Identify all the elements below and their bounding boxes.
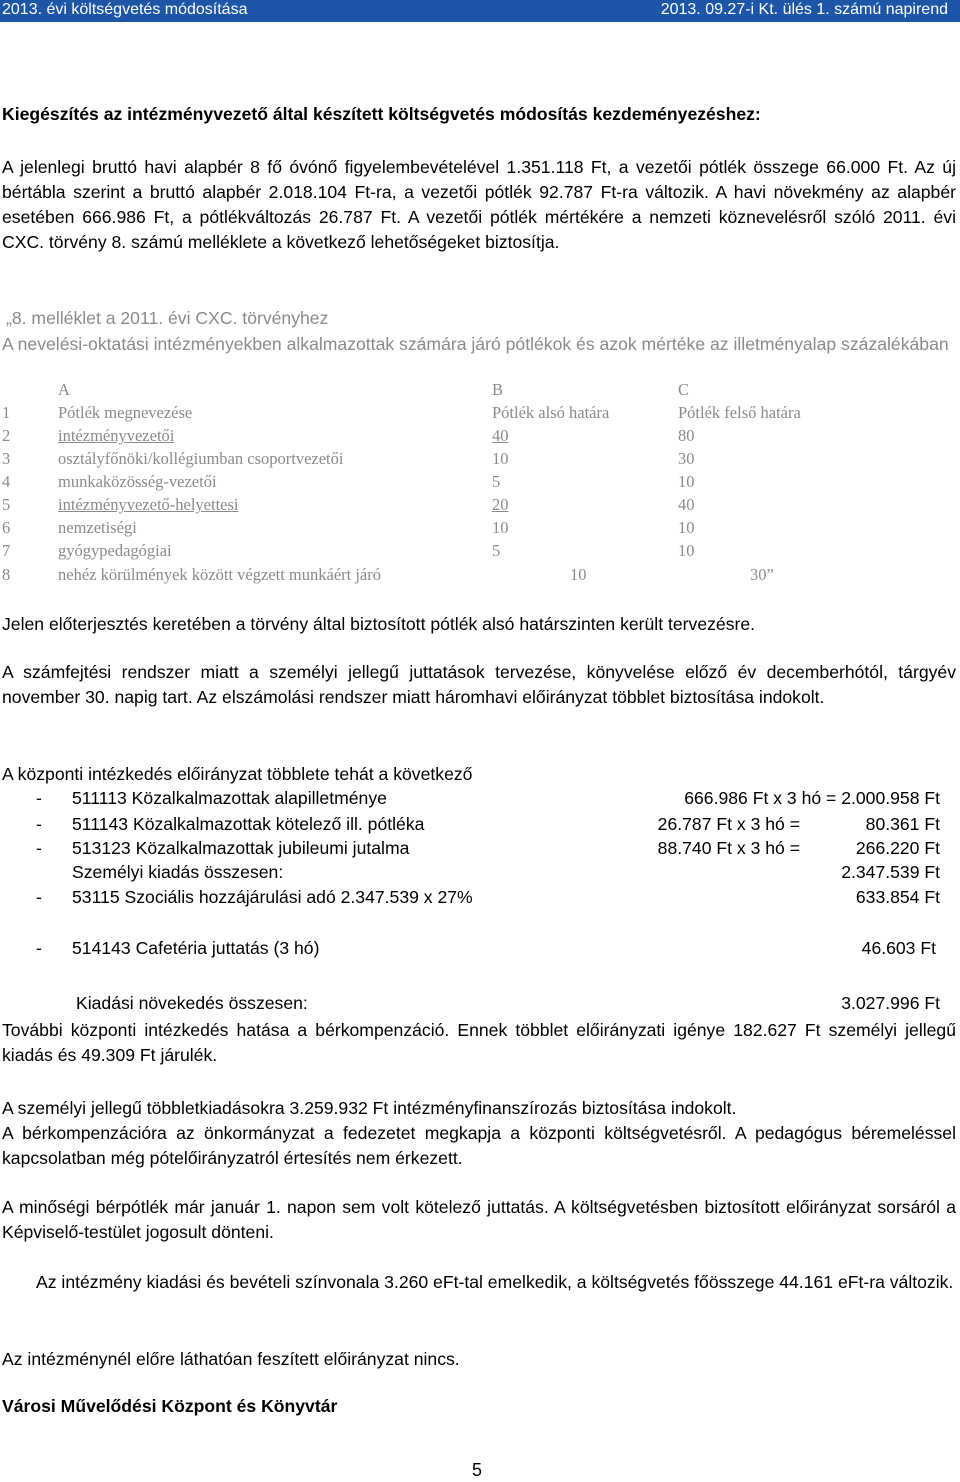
document-header-bar xyxy=(0,0,960,22)
ledger-row xyxy=(0,938,960,963)
financing-paragraph: A személyi jellegű többletkiadásokra 3.259.932 Ft intézményfinanszírozás biztosítása indokolt. xyxy=(2,1098,737,1118)
allowance-high: 10 xyxy=(678,541,695,560)
allowance-name: gyógypedagógiai xyxy=(58,541,172,560)
ledger-description: 53115 Szociális hozzájárulási adó 2.347.539 x 27% xyxy=(72,887,473,907)
ledger-row xyxy=(0,814,960,839)
row-number: 1 xyxy=(2,403,11,422)
header-right-title: 2013. 09.27-i Kt. ülés 1. számú napirend xyxy=(660,1,948,18)
ledger-amount: 46.603 Ft xyxy=(861,938,936,958)
table-row xyxy=(0,426,960,448)
ledger-description: 511113 Közalkalmazottak alapilletménye xyxy=(72,788,387,808)
allowance-low: 20 xyxy=(492,495,509,514)
intro-paragraph: A jelenlegi bruttó havi alapbér 8 fő óvónő figyelembevételével 1.351.118 Ft, a vezetői pótlék összege 66.000 Ft. Az új bértábla szerint a bruttó alapbér 2.018.104 Ft-ra, a vezetői pótlék 92.787 Ft-ra változik. A havi növekmény az alapbér esetében 666.986 Ft, a pótlékváltozás 26.787 Ft. A vezetői pótlék mértékére a nemzeti köznevelésről szóló 2011. évi CXC. törvény 8. számú melléklete a következő lehetőségeket biztosítja. xyxy=(2,157,956,252)
row-number: 8 xyxy=(2,565,11,584)
allowance-name: nemzetiségi xyxy=(58,518,137,537)
ledger-amount: 3.027.996 Ft xyxy=(841,993,940,1013)
compensation-paragraph: További központi intézkedés hatása a bérkompenzáció. Ennek többlet előirányzati igénye 182.627 Ft személyi jellegű kiadás és 49.309 Ft járulék. xyxy=(2,1020,956,1065)
ledger-intro: A központi intézkedés előirányzat többlete tehát a következő xyxy=(2,764,473,784)
ledger-dash: - xyxy=(36,887,42,907)
annex-title: „8. melléklet a 2011. évi CXC. törvényhez xyxy=(6,308,329,328)
quality-bonus-paragraph: A minőségi bérpótlék már január 1. napon sem volt kötelező juttatás. A költségvetésben biztosított előirányzat sorsáról a Képviselő-testület jogosult dönteni. xyxy=(2,1197,956,1242)
row-number: 2 xyxy=(2,426,11,445)
ledger-amount: 2.347.539 Ft xyxy=(841,862,940,882)
column-c-label: C xyxy=(678,380,690,399)
ledger-calculation: 88.740 Ft x 3 hó = xyxy=(657,838,800,858)
table-row xyxy=(0,541,960,563)
table-row xyxy=(0,472,960,494)
allowance-high: Pótlék felső határa xyxy=(678,403,801,422)
ledger-description: 514143 Cafetéria juttatás (3 hó) xyxy=(72,938,320,958)
budget-level-paragraph: Az intézmény kiadási és bevételi színvonala 3.260 eFt-tal emelkedik, a költségvetés főösszege 44.161 eFt-ra változik. xyxy=(36,1272,954,1292)
section-heading: Kiegészítés az intézményvezető által készített költségvetés módosítás kezdeményezéshez: xyxy=(2,104,761,124)
ledger-dash: - xyxy=(36,788,42,808)
allowance-low: 10 xyxy=(492,518,509,537)
allowance-high: 30” xyxy=(750,565,774,584)
allowance-high: 40 xyxy=(678,495,695,514)
allowance-low: Pótlék alsó határa xyxy=(492,403,610,422)
allowance-low: 10 xyxy=(492,449,509,468)
row-number: 6 xyxy=(2,518,11,537)
table-header-row xyxy=(0,380,960,402)
ledger-dash: - xyxy=(36,938,42,958)
row-number: 3 xyxy=(2,449,11,468)
wage-compensation-paragraph: A bérkompenzációra az önkormányzat a fedezetet megkapja a központi költségvetésről. A pedagógus béremeléssel kapcsolatban még pótelőirányzatról értesítés nem érkezett. xyxy=(2,1123,956,1168)
ledger-description: 513123 Közalkalmazottak jubileumi jutalma xyxy=(72,838,410,858)
ledger-dash: - xyxy=(36,814,42,834)
allowance-high: 80 xyxy=(678,426,695,445)
ledger-description: Személyi kiadás összesen: xyxy=(72,862,284,882)
ledger-row xyxy=(0,838,960,863)
ledger-amount: 633.854 Ft xyxy=(855,887,940,907)
page-number: 5 xyxy=(472,1460,483,1480)
allowance-low: 10 xyxy=(570,565,587,584)
header-left-title: 2013. évi költségvetés módosítása xyxy=(2,1,248,18)
institution-title: Városi Művelődési Központ és Könyvtár xyxy=(2,1396,338,1416)
allowance-name: intézményvezetői xyxy=(58,426,175,445)
row-number: 7 xyxy=(2,541,11,560)
no-tight-allocation-paragraph: Az intézménynél előre láthatóan feszített előirányzat nincs. xyxy=(2,1349,460,1369)
column-b-label: B xyxy=(492,380,504,399)
ledger-row xyxy=(0,887,960,912)
ledger-total-row xyxy=(0,993,960,1018)
allowance-high: 10 xyxy=(678,518,695,537)
ledger-calculation: 26.787 Ft x 3 hó = xyxy=(657,814,800,834)
ledger-row xyxy=(0,788,960,813)
table-row xyxy=(0,565,960,587)
allowance-low: 5 xyxy=(492,472,501,491)
allowance-name: osztályfőnöki/kollégiumban csoportvezetői xyxy=(58,449,344,468)
ledger-amount: 666.986 Ft x 3 hó = 2.000.958 Ft xyxy=(684,788,940,808)
table-row xyxy=(0,449,960,471)
column-a-label: A xyxy=(58,380,70,399)
table-row xyxy=(0,495,960,517)
ledger-description: 511143 Közalkalmazottak kötelező ill. pótléka xyxy=(72,814,425,834)
table-row xyxy=(0,518,960,540)
ledger-dash: - xyxy=(36,838,42,858)
allowance-low: 5 xyxy=(492,541,501,560)
allowance-name: nehéz körülmények között végzett munkáért járó xyxy=(58,565,381,584)
ledger-subtotal-row xyxy=(0,862,960,887)
allowance-low: 40 xyxy=(492,426,509,445)
ledger-amount: 266.220 Ft xyxy=(855,838,940,858)
allowance-name: intézményvezető-helyettesi xyxy=(58,495,239,514)
allowance-high: 30 xyxy=(678,449,695,468)
row-number: 5 xyxy=(2,495,11,514)
payroll-paragraph: A számfejtési rendszer miatt a személyi jellegű juttatások tervezése, könyvelése előző év decemberhótól, tárgyév november 30. napig tart. Az elszámolási rendszer miatt háromhavi előirányzat többlet biztosítása indokolt. xyxy=(2,662,956,707)
allowance-high: 10 xyxy=(678,472,695,491)
table-row xyxy=(0,403,960,425)
allowance-name: Pótlék megnevezése xyxy=(58,403,193,422)
ledger-description: Kiadási növekedés összesen: xyxy=(76,993,308,1013)
ledger-amount: 80.361 Ft xyxy=(865,814,940,834)
row-number: 4 xyxy=(2,472,11,491)
annex-description: A nevelési-oktatási intézményekben alkalmazottak számára járó pótlékok és azok mértéke az illetményalap százalékában xyxy=(2,334,949,354)
lower-limit-paragraph: Jelen előterjesztés keretében a törvény által biztosított pótlék alsó határszinten került tervezésre. xyxy=(2,614,756,634)
allowance-name: munkaközösség-vezetői xyxy=(58,472,217,491)
